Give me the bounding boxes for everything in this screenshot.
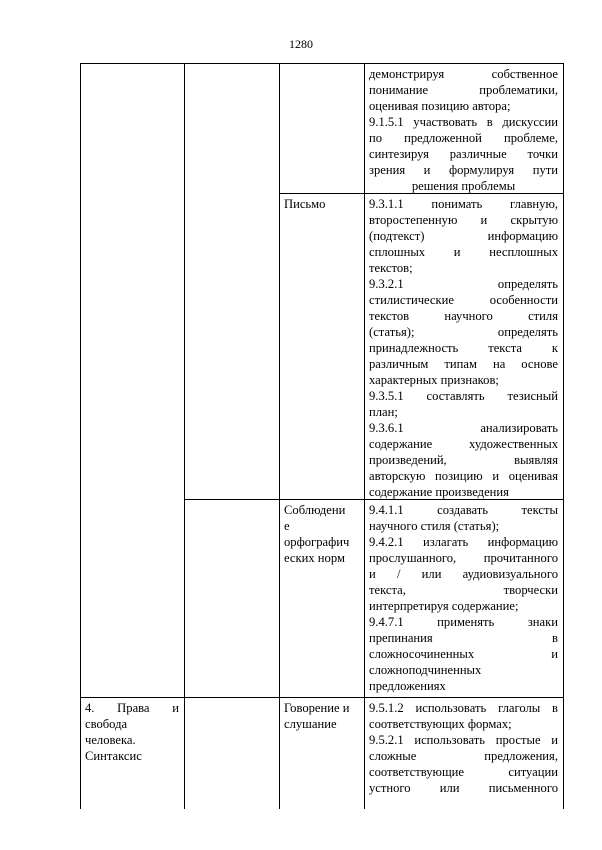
objective-item xyxy=(369,732,558,796)
objective-item xyxy=(369,502,558,534)
skill-label-line: Говорение и xyxy=(284,701,350,715)
objective-item xyxy=(369,534,558,614)
row-divider-3 xyxy=(80,697,564,698)
objectives-cell xyxy=(369,196,558,500)
text-line: (подтекст) информацию xyxy=(369,229,558,243)
text-line: принадлежность текста к xyxy=(369,341,558,355)
text-line: авторскую позицию и оценивая xyxy=(369,469,558,483)
skill-label-line: е xyxy=(284,519,290,533)
section-title-line: Синтаксис xyxy=(85,749,142,763)
text-line: сложные предложения, xyxy=(369,749,558,763)
objectives-cell xyxy=(369,66,558,194)
text-line: сложноподчиненных xyxy=(369,663,482,677)
text-line: 9.4.2.1 излагать информацию xyxy=(369,535,558,549)
section-title-line: 4. Права и xyxy=(85,701,179,715)
skill-label-line: еских норм xyxy=(284,551,345,565)
text-line: синтезируя различные точки xyxy=(369,147,558,161)
text-line: 9.3.6.1 анализировать xyxy=(369,421,558,435)
objective-item xyxy=(369,614,558,694)
objective-item xyxy=(369,196,558,276)
skill-cell xyxy=(284,502,362,566)
text-line: план; xyxy=(369,405,398,419)
objective-item xyxy=(369,388,558,420)
text-line: стилистические особенности xyxy=(369,293,558,307)
text-line: устного или письменного xyxy=(369,781,558,795)
text-line: оценивая позицию автора; xyxy=(369,99,511,113)
text-line: текстов; xyxy=(369,261,413,275)
objective-item xyxy=(369,114,558,194)
text-line: прослушанного, прочитанного xyxy=(369,551,558,565)
text-line: 9.3.5.1 составлять тезисный xyxy=(369,389,558,403)
table-border-top xyxy=(80,63,564,64)
text-line: и / или аудиовизуального xyxy=(369,567,558,581)
skill-cell xyxy=(284,196,362,212)
text-line: 9.5.1.2 использовать глаголы в xyxy=(369,701,558,715)
text-line: различным типам на основе xyxy=(369,357,558,371)
section-title-line: человека. xyxy=(85,733,136,747)
text-line: (статья); определять xyxy=(369,325,558,339)
text-line: произведений, выявляя xyxy=(369,453,558,467)
text-line: 9.3.2.1 определять xyxy=(369,277,558,291)
section-title-line: свобода xyxy=(85,717,128,731)
text-line: по предложенной проблеме, xyxy=(369,131,558,145)
text-line: 9.1.5.1 участвовать в дискуссии xyxy=(369,115,558,129)
text-line: научного стиля (статья); xyxy=(369,519,500,533)
text-line: препинания в xyxy=(369,631,558,645)
text-line: 9.4.1.1 создавать тексты xyxy=(369,503,558,517)
text-line: второстепенную и скрытую xyxy=(369,213,558,227)
objective-item xyxy=(369,66,558,114)
skill-label-line: Соблюдени xyxy=(284,503,346,517)
text-line: соответствующих формах; xyxy=(369,717,512,731)
objective-item xyxy=(369,276,558,388)
text-line: текстов научного стиля xyxy=(369,309,558,323)
text-line: предложениях xyxy=(369,679,446,693)
skill-label-line: слушание xyxy=(284,717,337,731)
text-line: сложносочиненных и xyxy=(369,647,558,661)
page-number: 1280 xyxy=(289,37,313,51)
text-line: 9.4.7.1 применять знаки xyxy=(369,615,558,629)
text-line: сплошных и несплошных xyxy=(369,245,558,259)
text-line: демонстрируя собственное xyxy=(369,67,558,81)
skill-label: Письмо xyxy=(284,197,326,211)
objective-item xyxy=(369,420,558,500)
text-line: понимание проблематики, xyxy=(369,83,558,97)
text-line: 9.5.2.1 использовать простые и xyxy=(369,733,558,747)
text-line: интерпретируя содержание; xyxy=(369,599,519,613)
objectives-cell xyxy=(369,700,558,796)
objectives-cell xyxy=(369,502,558,694)
skill-label-line: орфографич xyxy=(284,535,350,549)
text-line: решения проблемы xyxy=(411,179,516,193)
section-title-cell xyxy=(85,700,179,764)
text-line: содержание произведения xyxy=(369,485,509,499)
text-line: соответствующие ситуации xyxy=(369,765,558,779)
objective-item xyxy=(369,700,558,732)
text-line: характерных признаков; xyxy=(369,373,499,387)
text-line: зрения и формулируя пути xyxy=(369,163,558,177)
text-line: 9.3.1.1 понимать главную, xyxy=(369,197,558,211)
skill-cell xyxy=(284,700,362,732)
text-line: содержание художественных xyxy=(369,437,558,451)
text-line: текста, творчески xyxy=(369,583,558,597)
